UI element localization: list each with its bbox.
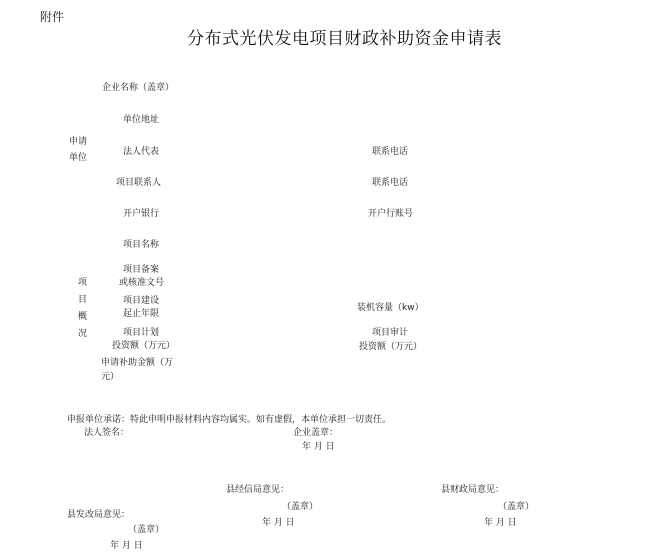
- commitment-statement: 申报单位承诺：特此申明申报材料内容均属实。如有虚假，本单位承担一切责任。: [67, 415, 392, 425]
- page-title: 分布式光伏发电项目财政补助资金申请表: [187, 29, 502, 49]
- project-section-char-4: 况: [78, 329, 88, 339]
- installed-capacity-label: 装机容量（kw）: [357, 303, 424, 313]
- subsidy-amount-label-line2: 元）: [101, 372, 120, 382]
- project-name-label: 项目名称: [123, 240, 160, 250]
- development-bureau-date: 年 月 日: [110, 541, 143, 551]
- subsidy-amount-label-line1: 申请补助金额（万: [101, 358, 174, 368]
- finance-bureau-date: 年 月 日: [484, 518, 517, 528]
- address-label: 单位地址: [123, 115, 160, 125]
- finance-bureau-label: 县财政局意见：: [441, 485, 505, 495]
- applicant-section-label-line1: 申请: [69, 137, 88, 147]
- filing-number-label-line1: 项目备案: [123, 265, 160, 275]
- economic-bureau-label: 县经信局意见：: [226, 485, 290, 495]
- construction-period-label-line2: 起止年限: [123, 309, 160, 319]
- audited-investment-label-line1: 项目审计: [372, 328, 409, 338]
- planned-investment-label-line1: 项目计划: [123, 328, 160, 338]
- development-bureau-seal: （盖章）: [128, 525, 165, 535]
- project-section-char-1: 项: [78, 278, 88, 288]
- bank-label: 开户银行: [123, 209, 160, 219]
- legal-rep-label: 法人代表: [123, 147, 160, 157]
- finance-bureau-seal: （盖章）: [498, 502, 535, 512]
- economic-bureau-date: 年 月 日: [262, 518, 295, 528]
- legal-signature-label: 法人签名：: [84, 428, 130, 438]
- project-section-char-3: 概: [78, 312, 88, 322]
- attachment-label: 附件: [40, 10, 65, 24]
- applicant-section-label-line2: 单位: [69, 153, 88, 163]
- company-name-label: 企业名称（盖章）: [102, 83, 175, 93]
- project-section-char-2: 目: [78, 295, 88, 305]
- project-contact-label: 项目联系人: [116, 178, 162, 188]
- commitment-date: 年 月 日: [302, 442, 335, 452]
- audited-investment-label-line2: 投资额（万元）: [359, 342, 423, 352]
- development-bureau-label: 县发改局意见：: [67, 510, 131, 520]
- economic-bureau-seal: （盖章）: [282, 502, 319, 512]
- filing-number-label-line2: 或核准文号: [119, 278, 165, 288]
- contact-phone-label: 联系电话: [372, 178, 409, 188]
- planned-investment-label-line2: 投资额（万元）: [112, 341, 176, 351]
- construction-period-label-line1: 项目建设: [123, 296, 160, 306]
- company-seal-label: 企业盖章：: [293, 428, 339, 438]
- account-label: 开户行账号: [368, 209, 414, 219]
- phone-label: 联系电话: [372, 147, 409, 157]
